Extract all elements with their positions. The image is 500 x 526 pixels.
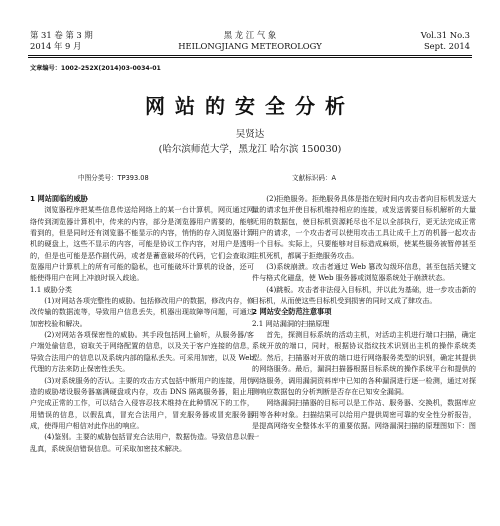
header-rule-thin <box>28 57 472 58</box>
paragraph: 浏览器程序把某些信息传送给网络上的某一台计算机，网页通过网络传到浏览器计算机中，传来的内容，部分是浏览器用户需要的，能够看到的，但是同时还有浏览器不能显示的内容，悄悄的存入浏览器计算机的硬盘上，这些不显示的内容，可能是协议工作内容，对用户是透明的，但是也可能是恶作剧代码，或者是蓄意破坏的代码，它们会查取浏览器用户计算机上的所有可能的隐私，也可能破坏计算机的设备，还可能使得用户在网上冲浪时误入歧途。 <box>30 205 254 283</box>
journal-volume-en <box>421 30 470 52</box>
subsection-heading: 1.1 威胁分类 <box>30 284 72 294</box>
journal-name-en: HEILONGJIANG METEOROLOGY <box>178 41 322 51</box>
clc-number: 中图分类号：TP393.08 <box>78 174 149 182</box>
volume-issue: 第 31 卷 第 3 期 <box>30 30 93 40</box>
document-code: 文献标识码：A <box>292 174 337 182</box>
date-en: Sept. 2014 <box>423 41 470 51</box>
paragraph: (1)对网站各项完整性的威胁。包括修改用户的数据，修改内存，修改传输的数据流等，导致用户信息丢失，机器出现故障等问题，可通过加密校验和解决。 <box>30 296 254 328</box>
author-name: 吴贤达 <box>235 129 265 140</box>
issue-date: 2014 年 9 月 <box>30 41 82 51</box>
paragraph: (4)跳板。攻击者非法侵入目标机，并以此为基础，进一步攻击新的目标机，从而使这些目标机受到损害的同时又成了肆攻击。 <box>252 284 476 306</box>
paragraph: (4)鉴别。主要的威胁包括冒充合法用户，数据伪造。导致信息以假乱真，系统误信错误信息。可采取加密技术解决。 <box>30 432 254 453</box>
subsection-heading: 2.1 网站漏洞的扫描原理 <box>252 318 330 328</box>
paragraph: (2)对网站各项保密性的威胁。其手段包括网上偷听，从服务器/客户端处偷信息，窃取关于网络配置的信息，以及关于客户连接的信息，导致合法用户的信息以及系统内部的隐私丢失。可采用加密，以及 Web 代理的方法来防止保密性丢失。 <box>30 330 254 374</box>
paragraph: (2)拒绝服务。拒绝服务具体是指在短时间内攻击者向目标机发送大量的请求包并使目标机维持相应的连接，或发送需要目标机解析的大量无用的数据包，使目标机资源耗尽也不足以全部执行，更无法完成正常用户的请求，一个攻击者可以使用攻击工具让成千上万的机器一起攻击一个目标。实际上，只要能够对目标造成麻烦，使某些服务被暂停甚至主机死机，都属于拒绝服务攻击。 <box>252 194 476 260</box>
right-column <box>252 193 476 443</box>
paper-title: 网站的安全分析 <box>145 94 355 118</box>
volume-no-en: Vol.31 No.3 <box>420 30 470 40</box>
section-heading: 2 网站安全防范注意事项 <box>252 307 332 317</box>
paragraph: (3)系统崩溃。攻击者通过 Web 篡改勾级环信息，甚至包括关键文件与格式化磁盘，使 Web 服务器或浏览器系统处于崩溃状态。 <box>252 262 476 283</box>
paragraph: (3)对系统服务的否认。主要的攻击方式包括中断用户的连接，用伪造的威胁堵设服务器塞满硬盘或内存，攻击 DNS 隔离服务器，阻止用户完成正常的工作，可以结合入侵容忍技术维持在此种情况下的工作，用错误的信息，以假乱真，冒充合法用户，冒充服务器或冒充服务器成，使得用户相信对此作出的响应。 <box>30 375 254 430</box>
header-rule <box>28 55 472 56</box>
author-affiliation: (哈尔滨师范大学，黑龙江 哈尔滨 150030) <box>158 144 342 155</box>
left-column <box>30 193 254 454</box>
paragraph: 首先，探测目标系统的活动主机，对活动主机进行端口扫描，确定系统开放的端口，同时，根据协议指纹技术识别出主机的操作系统类型。然后，扫描器对开放的端口进行网络服务类型的识别，确定其提供的网络服务。最后，漏洞扫描器根据目标系统的操作系统平台和提供的网络服务，调用漏洞资料库中已知的各种漏洞进行逐一检测，通过对探测响应数据包的分析判断是否存在已知安全漏洞。 <box>252 330 476 396</box>
article-number: 文章编号：1002-252X(2014)03-0034-01 <box>30 65 161 72</box>
journal-name-cn: 黑 龙 江 气 象 <box>223 30 277 40</box>
paragraph: 网络漏洞扫描器的目标可以是工作站、服务器、交换机，数据库应用等各种对象。扫描结果可以给用户提供周密可靠的安全性分析报告，是提高网络安全整体水平的重要依据。网络漏洞扫描的原理图如下：图一 <box>252 398 476 442</box>
section-heading: 1 网站面临的威胁 <box>30 194 88 203</box>
